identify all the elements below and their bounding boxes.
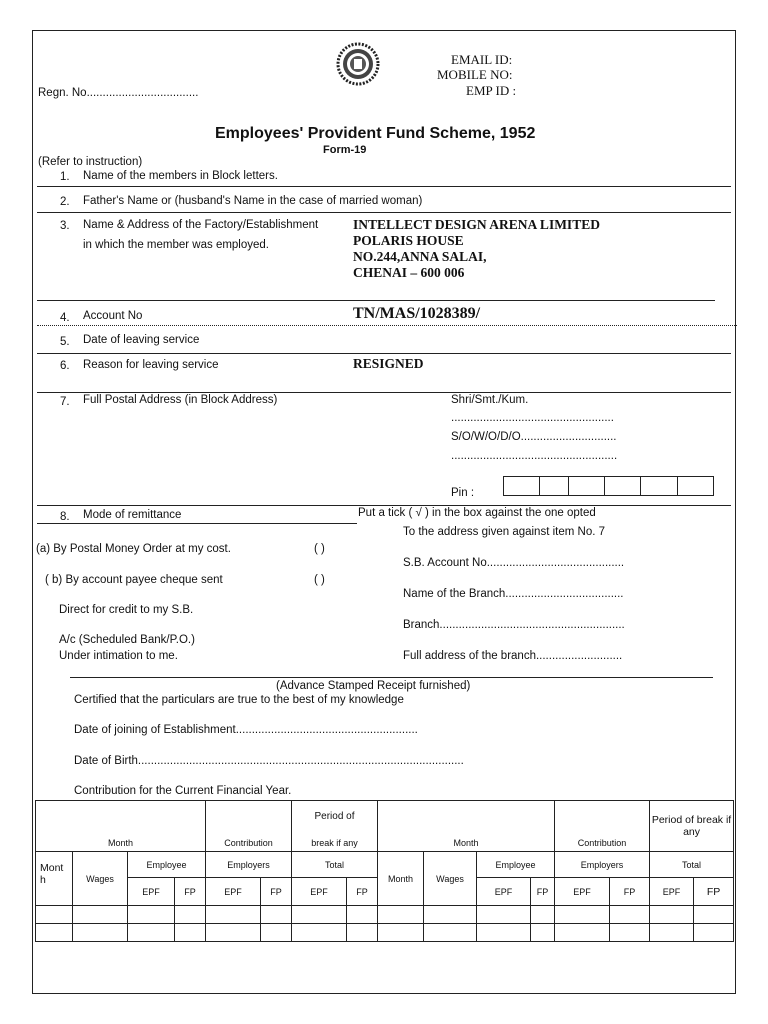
epf-col: EPF	[292, 878, 347, 906]
period-header	[292, 801, 378, 852]
table-cell[interactable]	[292, 906, 347, 924]
pin-digit-box[interactable]	[677, 476, 714, 496]
item-number: 4.	[60, 312, 70, 324]
date-of-birth-field: Date of Birth......................................................................................................	[74, 755, 464, 767]
address-line: ....................................................	[451, 450, 618, 462]
epf-col: EPF	[128, 878, 175, 906]
contribution-header: Contribution	[555, 801, 650, 852]
intimation-text: Under intimation to me.	[59, 650, 178, 662]
divider	[37, 212, 731, 213]
table-cell[interactable]	[36, 924, 73, 942]
mobile-label: MOBILE NO:	[437, 67, 513, 82]
table-cell[interactable]	[610, 906, 650, 924]
reason-value: RESIGNED	[353, 356, 424, 371]
item-label: Date of leaving service	[83, 334, 200, 346]
month-col-header: Month	[378, 852, 424, 906]
cheque-option: ( b) By account payee cheque sent	[45, 574, 223, 586]
item-label: Mode of remittance	[83, 509, 182, 521]
establishment-address: POLARIS HOUSE	[353, 233, 464, 248]
table-cell[interactable]	[424, 924, 477, 942]
table-cell[interactable]	[610, 924, 650, 942]
table-cell[interactable]	[477, 924, 531, 942]
contribution-header: Contribution	[206, 801, 292, 852]
pin-digit-box[interactable]	[539, 476, 569, 496]
break-if-any-label: break if any	[311, 838, 358, 848]
divider	[37, 505, 731, 506]
table-cell[interactable]	[650, 924, 694, 942]
scheduled-bank-text: A/c (Scheduled Bank/P.O.)	[59, 634, 195, 646]
table-cell[interactable]	[694, 906, 734, 924]
advance-receipt-note: (Advance Stamped Receipt furnished)	[276, 680, 471, 692]
item-label: Account No	[83, 310, 143, 322]
address-option: To the address given against item No. 7	[403, 526, 606, 538]
address-line: S/O/W/O/D/O..............................	[451, 431, 617, 443]
divider	[37, 353, 731, 354]
table-cell[interactable]	[378, 906, 424, 924]
table-cell[interactable]	[292, 924, 347, 942]
employers-header: Employers	[206, 852, 292, 878]
item-number: 2.	[60, 196, 70, 208]
divider	[37, 186, 731, 187]
item-number: 3.	[60, 220, 70, 232]
fp-col: FP	[694, 878, 734, 906]
pin-digit-box[interactable]	[640, 476, 678, 496]
table-cell[interactable]	[261, 906, 292, 924]
table-cell[interactable]	[175, 924, 206, 942]
table-cell[interactable]	[128, 906, 175, 924]
period-header: Period of break if any	[650, 801, 734, 852]
regn-no: Regn. No...................................	[38, 87, 199, 99]
table-cell[interactable]	[206, 906, 261, 924]
address-line: Shri/Smt./Kum.	[451, 394, 529, 406]
table-cell[interactable]	[261, 924, 292, 942]
period-of-label: Period of	[314, 811, 355, 822]
wages-col-header: Wages	[424, 852, 477, 906]
pin-digit-box[interactable]	[604, 476, 641, 496]
month-header: Month	[36, 801, 206, 852]
contribution-heading: Contribution for the Current Financial Year.	[74, 785, 292, 797]
table-cell[interactable]	[477, 906, 531, 924]
epf-col: EPF	[477, 878, 531, 906]
sb-account-field: S.B. Account No...........................................	[403, 557, 625, 569]
epf-col: EPF	[206, 878, 261, 906]
table-cell[interactable]	[378, 924, 424, 942]
branch-address-field: Full address of the branch...........................	[403, 650, 623, 662]
pin-digit-box[interactable]	[503, 476, 540, 496]
pin-digit-box[interactable]	[568, 476, 605, 496]
item-number: 7.	[60, 396, 70, 408]
table-cell[interactable]	[206, 924, 261, 942]
employers-header: Employers	[555, 852, 650, 878]
table-cell[interactable]	[36, 906, 73, 924]
page-title: Employees' Provident Fund Scheme, 1952	[215, 125, 536, 142]
fp-col: FP	[531, 878, 555, 906]
certification-text: Certified that the particulars are true to the best of my knowledge	[74, 694, 404, 706]
employee-header: Employee	[477, 852, 555, 878]
fp-col: FP	[347, 878, 378, 906]
total-header: Total	[292, 852, 378, 878]
epf-col: EPF	[555, 878, 610, 906]
tick-box-a[interactable]: ( )	[314, 543, 325, 555]
divider	[37, 325, 737, 326]
tick-instruction: Put a tick ( √ ) in the box against the one opted	[358, 507, 596, 519]
direct-credit-text: Direct for credit to my S.B.	[59, 604, 194, 616]
item-label: Name of the members in Block letters.	[83, 170, 278, 182]
divider	[70, 677, 713, 678]
table-cell[interactable]	[175, 906, 206, 924]
table-cell[interactable]	[650, 906, 694, 924]
item-label: in which the member was employed.	[83, 239, 269, 251]
epf-col: EPF	[650, 878, 694, 906]
epfo-emblem-icon	[336, 42, 380, 86]
table-cell[interactable]	[347, 906, 378, 924]
table-cell[interactable]	[531, 906, 555, 924]
divider	[37, 523, 357, 524]
table-cell[interactable]	[73, 924, 128, 942]
table-cell[interactable]	[531, 924, 555, 942]
branch-name-field: Name of the Branch.....................................	[403, 588, 624, 600]
table-cell[interactable]	[347, 924, 378, 942]
table-cell[interactable]	[424, 906, 477, 924]
item-label: Full Postal Address (in Block Address)	[83, 394, 278, 406]
fp-col: FP	[261, 878, 292, 906]
table-cell[interactable]	[128, 924, 175, 942]
fp-col: FP	[610, 878, 650, 906]
email-label: EMAIL ID:	[451, 52, 513, 67]
table-cell[interactable]	[555, 906, 610, 924]
item-number: 5.	[60, 336, 70, 348]
item-label: Father's Name or (husband's Name in the case of married woman)	[83, 195, 423, 207]
total-header: Total	[650, 852, 734, 878]
form-number: Form-19	[323, 144, 367, 156]
divider	[37, 300, 715, 301]
establishment-address: NO.244,ANNA SALAI,	[353, 249, 487, 264]
postal-money-order-option: (a) By Postal Money Order at my cost.	[36, 543, 231, 555]
month-header: Month	[378, 801, 555, 852]
item-number: 1.	[60, 171, 70, 183]
tick-box-b[interactable]: ( )	[314, 574, 325, 586]
establishment-name: INTELLECT DESIGN ARENA LIMITED	[353, 217, 600, 232]
address-line: ...................................................	[451, 412, 614, 424]
employee-header: Employee	[128, 852, 206, 878]
wages-col-header: Wages	[73, 852, 128, 906]
pin-label: Pin :	[451, 487, 475, 499]
refer-instruction: (Refer to instruction)	[38, 156, 143, 168]
item-label: Name & Address of the Factory/Establishment	[83, 219, 319, 231]
account-number: TN/MAS/1028389/	[353, 305, 481, 322]
table-cell[interactable]	[555, 924, 610, 942]
table-row	[36, 906, 734, 924]
branch-field: Branch..........................................................	[403, 619, 625, 631]
fp-col: FP	[175, 878, 206, 906]
emp-id-label: EMP ID :	[466, 83, 517, 98]
date-of-joining-field: Date of joining of Establishment.........................................................	[74, 724, 418, 736]
table-row	[36, 924, 734, 942]
month-col-header: Mont h	[36, 852, 73, 906]
item-label: Reason for leaving service	[83, 359, 219, 371]
item-number: 8.	[60, 511, 70, 523]
table-cell[interactable]	[694, 924, 734, 942]
item-number: 6.	[60, 360, 70, 372]
establishment-address: CHENAI – 600 006	[353, 265, 465, 280]
divider	[37, 392, 731, 393]
table-cell[interactable]	[73, 906, 128, 924]
contribution-table	[35, 800, 734, 942]
